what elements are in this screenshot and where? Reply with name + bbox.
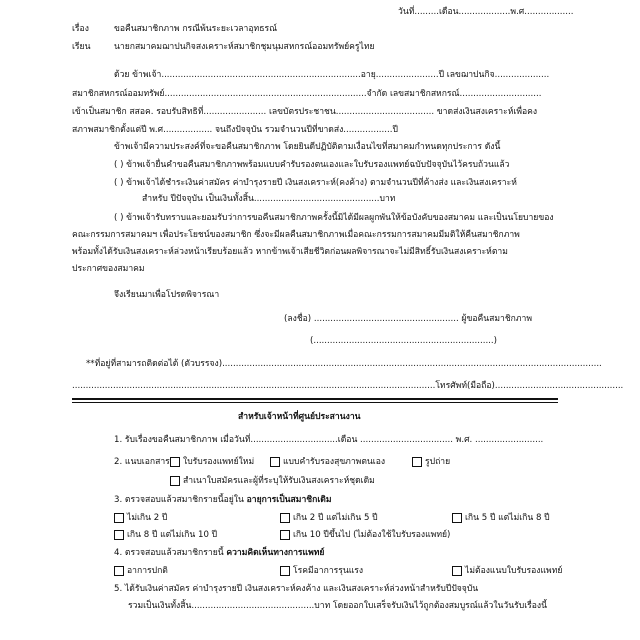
to-text: นายกสมาคมฌาปนกิจสงเคราะห์สมาชิกชุมนุมสหกรณ์ออมทรัพย์ครูไทย — [114, 42, 375, 52]
subject-text: ขอคืนสมาชิกภาพ กรณีพ้นระยะเวลาอุทธรณ์ — [114, 24, 278, 34]
officer-item-2-label: 2. แนบเอกสาร — [114, 457, 170, 467]
body-line-2: สมาชิกสหกรณ์ออมทรัพย์..........................................................................จำกัด เลขสมาชิกสหกรณ์.............................. — [72, 89, 542, 99]
officer-item-4-opt-3: ไม่ต้องแนบใบรับรองแพทย์ — [465, 566, 563, 576]
divider-bottom — [72, 402, 558, 403]
checkbox-over-10-years[interactable] — [280, 530, 290, 540]
checkbox-photo[interactable] — [412, 457, 422, 467]
body-line-4: สภาพสมาชิกตั้งแต่ปี พ.ศ.................. จนถึงปัจจุบัน รวมจำนวนปีที่ขาดส่ง..................ปี — [72, 125, 398, 135]
checkbox-self-health-cert[interactable] — [270, 457, 280, 467]
closing-text: จึงเรียนมาเพื่อโปรดพิจารณา — [114, 290, 220, 300]
address-line-1: **ที่อยู่ที่สามารถติดต่อได้ (ตัวบรรจง)........................................................................................................................................... — [86, 359, 602, 369]
officer-item-3-opt-3: เกิน 5 ปี แต่ไม่เกิน 8 ปี — [465, 513, 550, 523]
checkbox-8-to-10-years[interactable] — [114, 530, 124, 540]
option-3-line-3: พร้อมทั้งได้รับเงินสงเคราะห์ล่วงหน้าเรียบร้อยแล้ว หากข้าพเจ้าเสียชีวิตก่อนผลพิจารณาจะไม่มีสิทธิ์รับเงินสงเคราะห์ตาม — [72, 247, 508, 257]
officer-item-4-opt-1: อาการปกติ — [127, 566, 168, 576]
officer-heading: สำหรับเจ้าหน้าที่ศูนย์ประสานงาน — [238, 412, 361, 422]
officer-item-3-text: 3. ตรวจสอบแล้วสมาชิกรายนี้อยู่ใน — [114, 495, 247, 505]
officer-item-3-bold: อายุการเป็นสมาชิกเดิม — [246, 495, 332, 505]
to-label: เรียน — [72, 42, 91, 52]
option-3-line-2: คณะกรรมการสมาคมฯ เพื่อประโยชน์ของสมาชิก ซึ่งจะมีผลคืนสมาชิกภาพเมื่อคณะกรรมการสมาคมมีมติให้คืนสมาชิกภาพ — [72, 230, 520, 240]
officer-item-3-label — [114, 495, 332, 506]
checkbox-2-to-5-years[interactable] — [280, 513, 290, 523]
officer-item-5-line-2: รวมเป็นเงินทั้งสิ้น.............................................บาท โดยออกใบเสร็จรับเงินไว้ถูกต้องสมบูรณ์แล้วในวันรับเรื่องนี้ — [128, 601, 547, 611]
officer-item-3-opt-4: เกิน 8 ปี แต่ไม่เกิน 10 ปี — [127, 530, 218, 540]
date-line: วันที่.........เดือน...................พ.ศ.................. — [398, 7, 574, 17]
checkbox-normal-condition[interactable] — [114, 566, 124, 576]
option-2-line-1: ( ) ข้าพเจ้าได้ชำระเงินค่าสมัคร ค่าบำรุงรายปี เงินสงเคราะห์(คงค้าง) ตามจำนวนปีที่ค้างส่ง และเงินสงเคราะห์ — [114, 178, 517, 188]
body-line-1: ด้วย ข้าพเจ้า.........................................................................อายุ.......................ปี เลขฌาปนกิจ.................... — [114, 70, 550, 80]
officer-item-3-opt-1: ไม่เกิน 2 ปี — [127, 513, 168, 523]
option-1: ( ) ข้าพเจ้ายื่นคำขอคืนสมาชิกภาพพร้อมแบบคำรับรองตนเองและใบรับรองแพทย์ฉบับปัจจุบันไว้ครบถ้วนแล้ว — [114, 160, 510, 170]
officer-item-2-opt-3: รูปถ่าย — [425, 457, 451, 467]
body-line-5: ข้าพเจ้ามีความประสงค์ที่จะขอคืนสมาชิกภาพ โดยยินดีปฏิบัติตามเงื่อนไขที่สมาคมกำหนดทุกประการ ดังนี้ — [114, 142, 501, 152]
checkbox-new-medical-cert[interactable] — [170, 457, 180, 467]
checkbox-application-copy[interactable] — [170, 476, 180, 486]
subject-label: เรื่อง — [72, 24, 89, 34]
officer-item-5-line-1: 5. ได้รับเงินค่าสมัคร ค่าบำรุงรายปี เงินสงเคราะห์คงค้าง และเงินสงเคราะห์ล่วงหน้าสำหรับปีปัจจุบัน — [114, 584, 479, 594]
officer-item-4-opt-2: โรคมีอาการรุนแรง — [293, 566, 364, 576]
checkbox-no-medical-cert[interactable] — [452, 566, 462, 576]
officer-item-4-label — [114, 548, 324, 559]
signature-line: (ลงชื่อ) ..................................................... ผู้ขอคืนสมาชิกภาพ — [284, 314, 533, 324]
option-3-line-4: ประกาศของสมาคม — [72, 264, 145, 274]
checkbox-severe-condition[interactable] — [280, 566, 290, 576]
checkbox-under-2-years[interactable] — [114, 513, 124, 523]
officer-item-2-opt-1: ใบรับรองแพทย์ใหม่ — [183, 457, 255, 467]
officer-item-4-bold: ความคิดเห็นทางการแพทย์ — [226, 548, 325, 558]
officer-item-4-text: 4. ตรวจสอบแล้วสมาชิกรายนี้ — [114, 548, 227, 558]
address-line-2: .....................................................................................................................................โทรศัพท์(มือถือ)............................................... — [72, 381, 624, 391]
officer-item-2-opt-4: สำเนาใบสมัครและผู้ที่ระบุให้รับเงินสงเคราะห์ชุดเดิม — [183, 476, 375, 486]
officer-item-3-opt-2: เกิน 2 ปี แต่ไม่เกิน 5 ปี — [293, 513, 378, 523]
checkbox-5-to-8-years[interactable] — [452, 513, 462, 523]
officer-item-1: 1. รับเรื่องขอคืนสมาชิกภาพ เมื่อวันที่................................เดือน .................................. พ.ศ. ......................... — [114, 435, 544, 445]
option-2-line-2: สำหรับ ปีปัจจุบัน เป็นเงินทั้งสิ้น..............................................บาท — [142, 194, 396, 204]
divider-top — [72, 398, 558, 400]
officer-item-3-opt-5: เกิน 10 ปีขึ้นไป (ไม่ต้องใช้ใบรับรองแพทย์) — [293, 530, 451, 540]
option-3-line-1: ( ) ข้าพเจ้ารับทราบและยอมรับว่าการขอคืนสมาชิกภาพครั้งนี้มิได้มีผลผูกพันให้ข้อบังคับของสมาคม และเป็นนโยบายของ — [114, 213, 554, 223]
signature-name-line: (..................................................................) — [310, 336, 497, 346]
officer-item-2-opt-2: แบบคำรับรองสุขภาพตนเอง — [283, 457, 386, 467]
body-line-3: เข้าเป็นสมาชิก สสอค. รอบรับสิทธิที่....................... เลขบัตรประชาชน.................................... ขาดส่งเงินสงเคราะห์เพื่อคง — [72, 107, 538, 117]
